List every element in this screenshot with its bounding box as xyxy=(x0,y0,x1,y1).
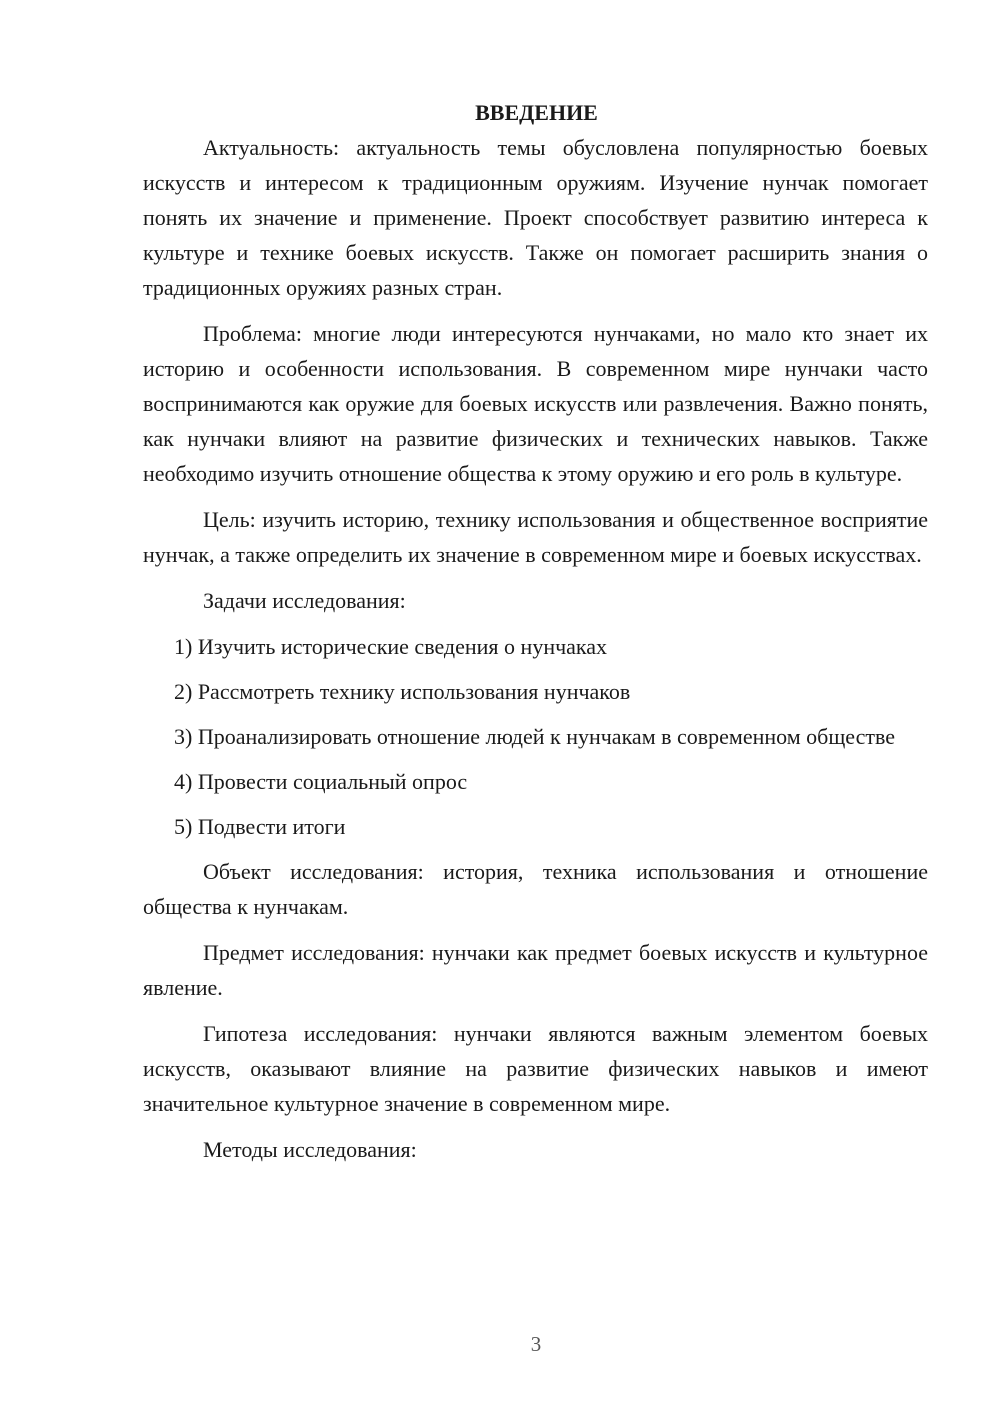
paragraph-goal: Цель: изучить историю, технику использования и общественное восприятие нунчак, а также определить их значение в современном мире и боевых искусствах. xyxy=(143,507,928,567)
section-title: ВВЕДЕНИЕ xyxy=(475,100,598,125)
task-item-3: 3) Проанализировать отношение людей к нунчакам в современном обществе xyxy=(174,724,896,749)
paragraph-methods: Методы исследования: xyxy=(203,1137,417,1162)
task-item-2: 2) Рассмотреть технику использования нунчаков xyxy=(174,679,631,704)
paragraph-problem: Проблема: многие люди интересуются нунчаками, но мало кто знает их историю и особенности использования. В современном мире нунчаки часто воспринимаются как оружие для боевых искусств или развлечения. Важно понять, как нунчаки влияют на развитие физических и технических навыков. Также необходимо изучить отношение общества к этому оружию и его роль в культуре. xyxy=(143,321,928,486)
page-content xyxy=(143,95,928,1167)
paragraph-object: Объект исследования: история, техника использования и отношение общества к нунчакам. xyxy=(143,859,928,919)
task-item-5: 5) Подвести итоги xyxy=(174,814,346,839)
paragraph-relevance: Актуальность: актуальность темы обусловлена популярностью боевых искусств и интересом к традиционным оружиям. Изучение нунчак помогает понять их значение и применение. Проект способствует развитию интереса к культуре и технике боевых искусств. Также он помогает расширить знания о традиционных оружиях разных стран. xyxy=(143,135,928,300)
paragraph-hypothesis: Гипотеза исследования: нунчаки являются важным элементом боевых искусств, оказывают влияние на развитие физических навыков и имеют значительное культурное значение в современном мире. xyxy=(143,1021,928,1116)
paragraph-tasks-heading: Задачи исследования: xyxy=(203,588,406,613)
task-item-4: 4) Провести социальный опрос xyxy=(174,769,468,794)
paragraph-subject: Предмет исследования: нунчаки как предмет боевых искусств и культурное явление. xyxy=(143,940,928,1000)
page-number: 3 xyxy=(530,1332,542,1356)
task-item-1: 1) Изучить исторические сведения о нунчаках xyxy=(174,634,608,659)
